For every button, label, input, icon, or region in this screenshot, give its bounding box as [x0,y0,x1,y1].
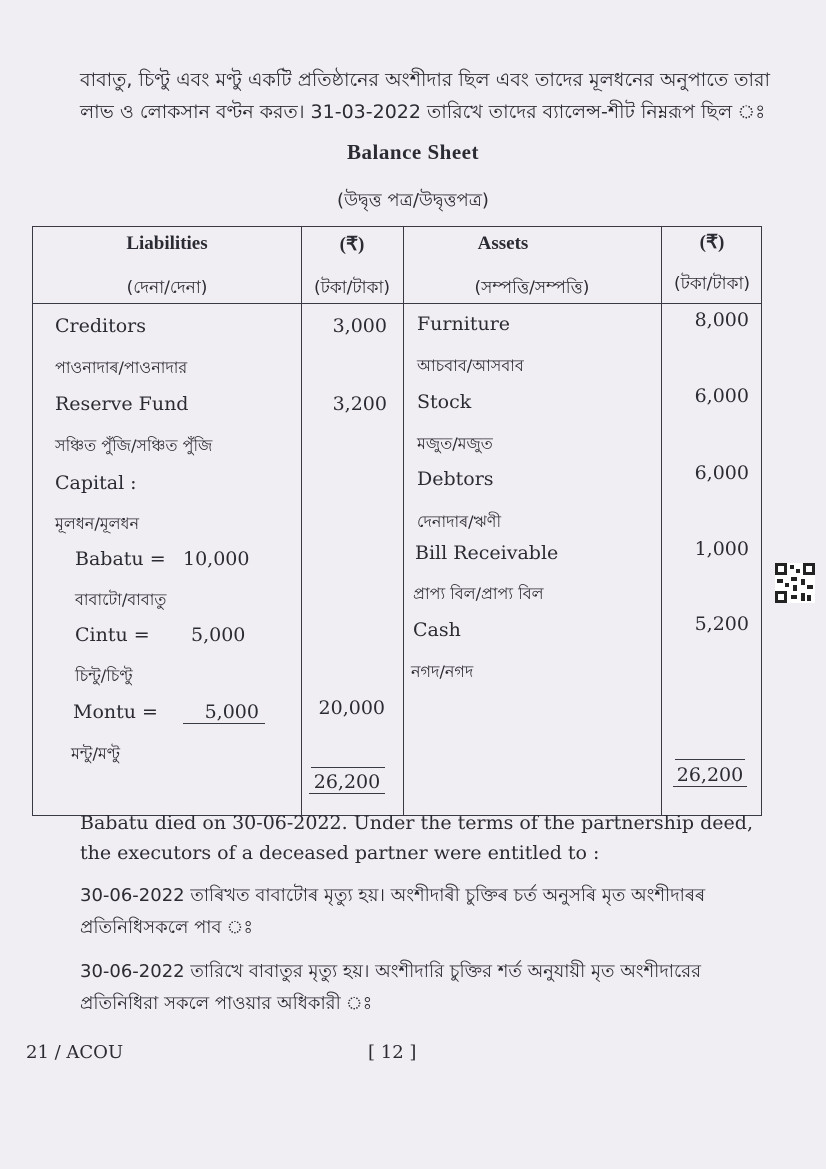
liability-capital: Capital : [55,472,137,494]
header-amount-symbol-assets: (₹) [699,232,725,253]
header-assets-bn: (সম্পত্তি/সম্পত্তি) [474,278,590,298]
qr-code [775,563,815,603]
header-amount-bn: (টকা/টাকা) [313,278,391,298]
balance-sheet-table [32,226,762,816]
liability-creditors-bn: পাওনাদাৰ/পাওনাদার [55,358,188,377]
asset-furniture: Furniture [417,313,511,335]
total-rule [311,767,385,768]
header-amount-bn-assets: (টকা/টাকা) [673,274,751,294]
capital-cintu-bn: চিন্টু/চিণ্টু [75,666,133,685]
asset-bill-receivable-bn: প্ৰাপ্য বিল/প্রাপ্য বিল [413,584,544,603]
capital-cintu-amount: 5,000 [191,624,246,646]
header-liabilities: Liabilities [126,233,208,254]
header-assets: Assets [477,233,529,254]
cash-amount: 5,200 [694,613,749,635]
balance-sheet-title: Balance Sheet [347,140,479,164]
asset-debtors: Debtors [417,468,494,490]
liability-reserve-bn: সঞ্চিত পুঁজি/সঞ্চিত পুঁজি [55,436,213,455]
death-statement-bengali: 30-06-2022 তারিখে বাবাতুর মৃত্যু হয়। অংশীদারি চুক্তির শর্ত অনুযায়ী মৃত অংশীদারের প্রতিনিধিরা সকলে পাওয়ার অধিকারী ঃ [80,961,702,1014]
death-statement-assamese: 30-06-2022 তাৰিখত বাবাটোৰ মৃত্যু হয়। অংশীদাৰী চুক্তিৰ চৰ্ত অনুসৰি মৃত অংশীদাৰৰ প্ৰতিনিধিসকলে পাব ঃ [80,885,706,938]
asset-stock: Stock [417,391,472,413]
creditors-amount: 3,000 [332,315,387,337]
asset-stock-bn: মজুত/মজুত [417,434,493,453]
balance-sheet-subtitle: (উদ্বৃত্ত পত্র/উদ্বৃত্তপত্র) [337,190,489,211]
capital-babatu-amount: 10,000 [183,548,250,570]
debtors-amount: 6,000 [694,462,749,484]
column-divider [403,227,404,815]
asset-cash: Cash [413,619,461,641]
header-liabilities-bn: (দেনা/দেনা) [126,278,208,298]
capital-babatu: Babatu = [75,548,166,570]
liability-creditors: Creditors [55,315,147,337]
capital-montu: Montu = [73,701,158,723]
asset-bill-receivable: Bill Receivable [415,542,559,564]
bill-amount: 1,000 [694,538,749,560]
capital-babatu-bn: বাবাটো/বাবাতু [75,590,167,609]
liability-capital-bn: মূলধন/মূলধন [55,514,140,533]
asset-debtors-bn: দেনাদাৰ/ঋণী [417,512,502,531]
capital-montu-bn: মন্টু/মণ্টু [71,744,121,763]
capital-montu-amount: 5,000 [183,701,265,724]
liability-reserve: Reserve Fund [55,393,189,415]
furniture-amount: 8,000 [694,309,749,331]
capital-total-amount: 20,000 [318,697,385,719]
assets-total: 26,200 [673,764,747,787]
death-statement-english: Babatu died on 30-06-2022. Under the terms of the partnership deed, the executors of a deceased partner were entitled to : [80,812,753,864]
stock-amount: 6,000 [694,385,749,407]
intro-paragraph: বাবাতু, চিণ্টু এবং মণ্টু একটি প্রতিষ্ঠানের অংশীদার ছিল এবং তাদের মূলধনের অনুপাতে তারা লাভ ও লোকসান বণ্টন করত। 31-03-2022 তারিখে তাদের ব্যালেন্স-শীট নিম্নরূপ ছিল ঃ [80,69,770,123]
asset-cash-bn: নগদ/নগদ [411,662,474,681]
total-rule [675,759,745,760]
asset-furniture-bn: আচবাব/আসবাব [417,356,524,375]
header-divider [33,303,761,304]
page-number: [ 12 ] [368,1042,417,1063]
liabilities-total: 26,200 [309,771,385,794]
header-amount-symbol: (₹) [339,234,365,255]
reserve-amount: 3,200 [332,393,387,415]
paper-code: 21 / ACOU [26,1042,124,1063]
capital-cintu: Cintu = [75,624,150,646]
qr-code-icon [775,563,815,603]
